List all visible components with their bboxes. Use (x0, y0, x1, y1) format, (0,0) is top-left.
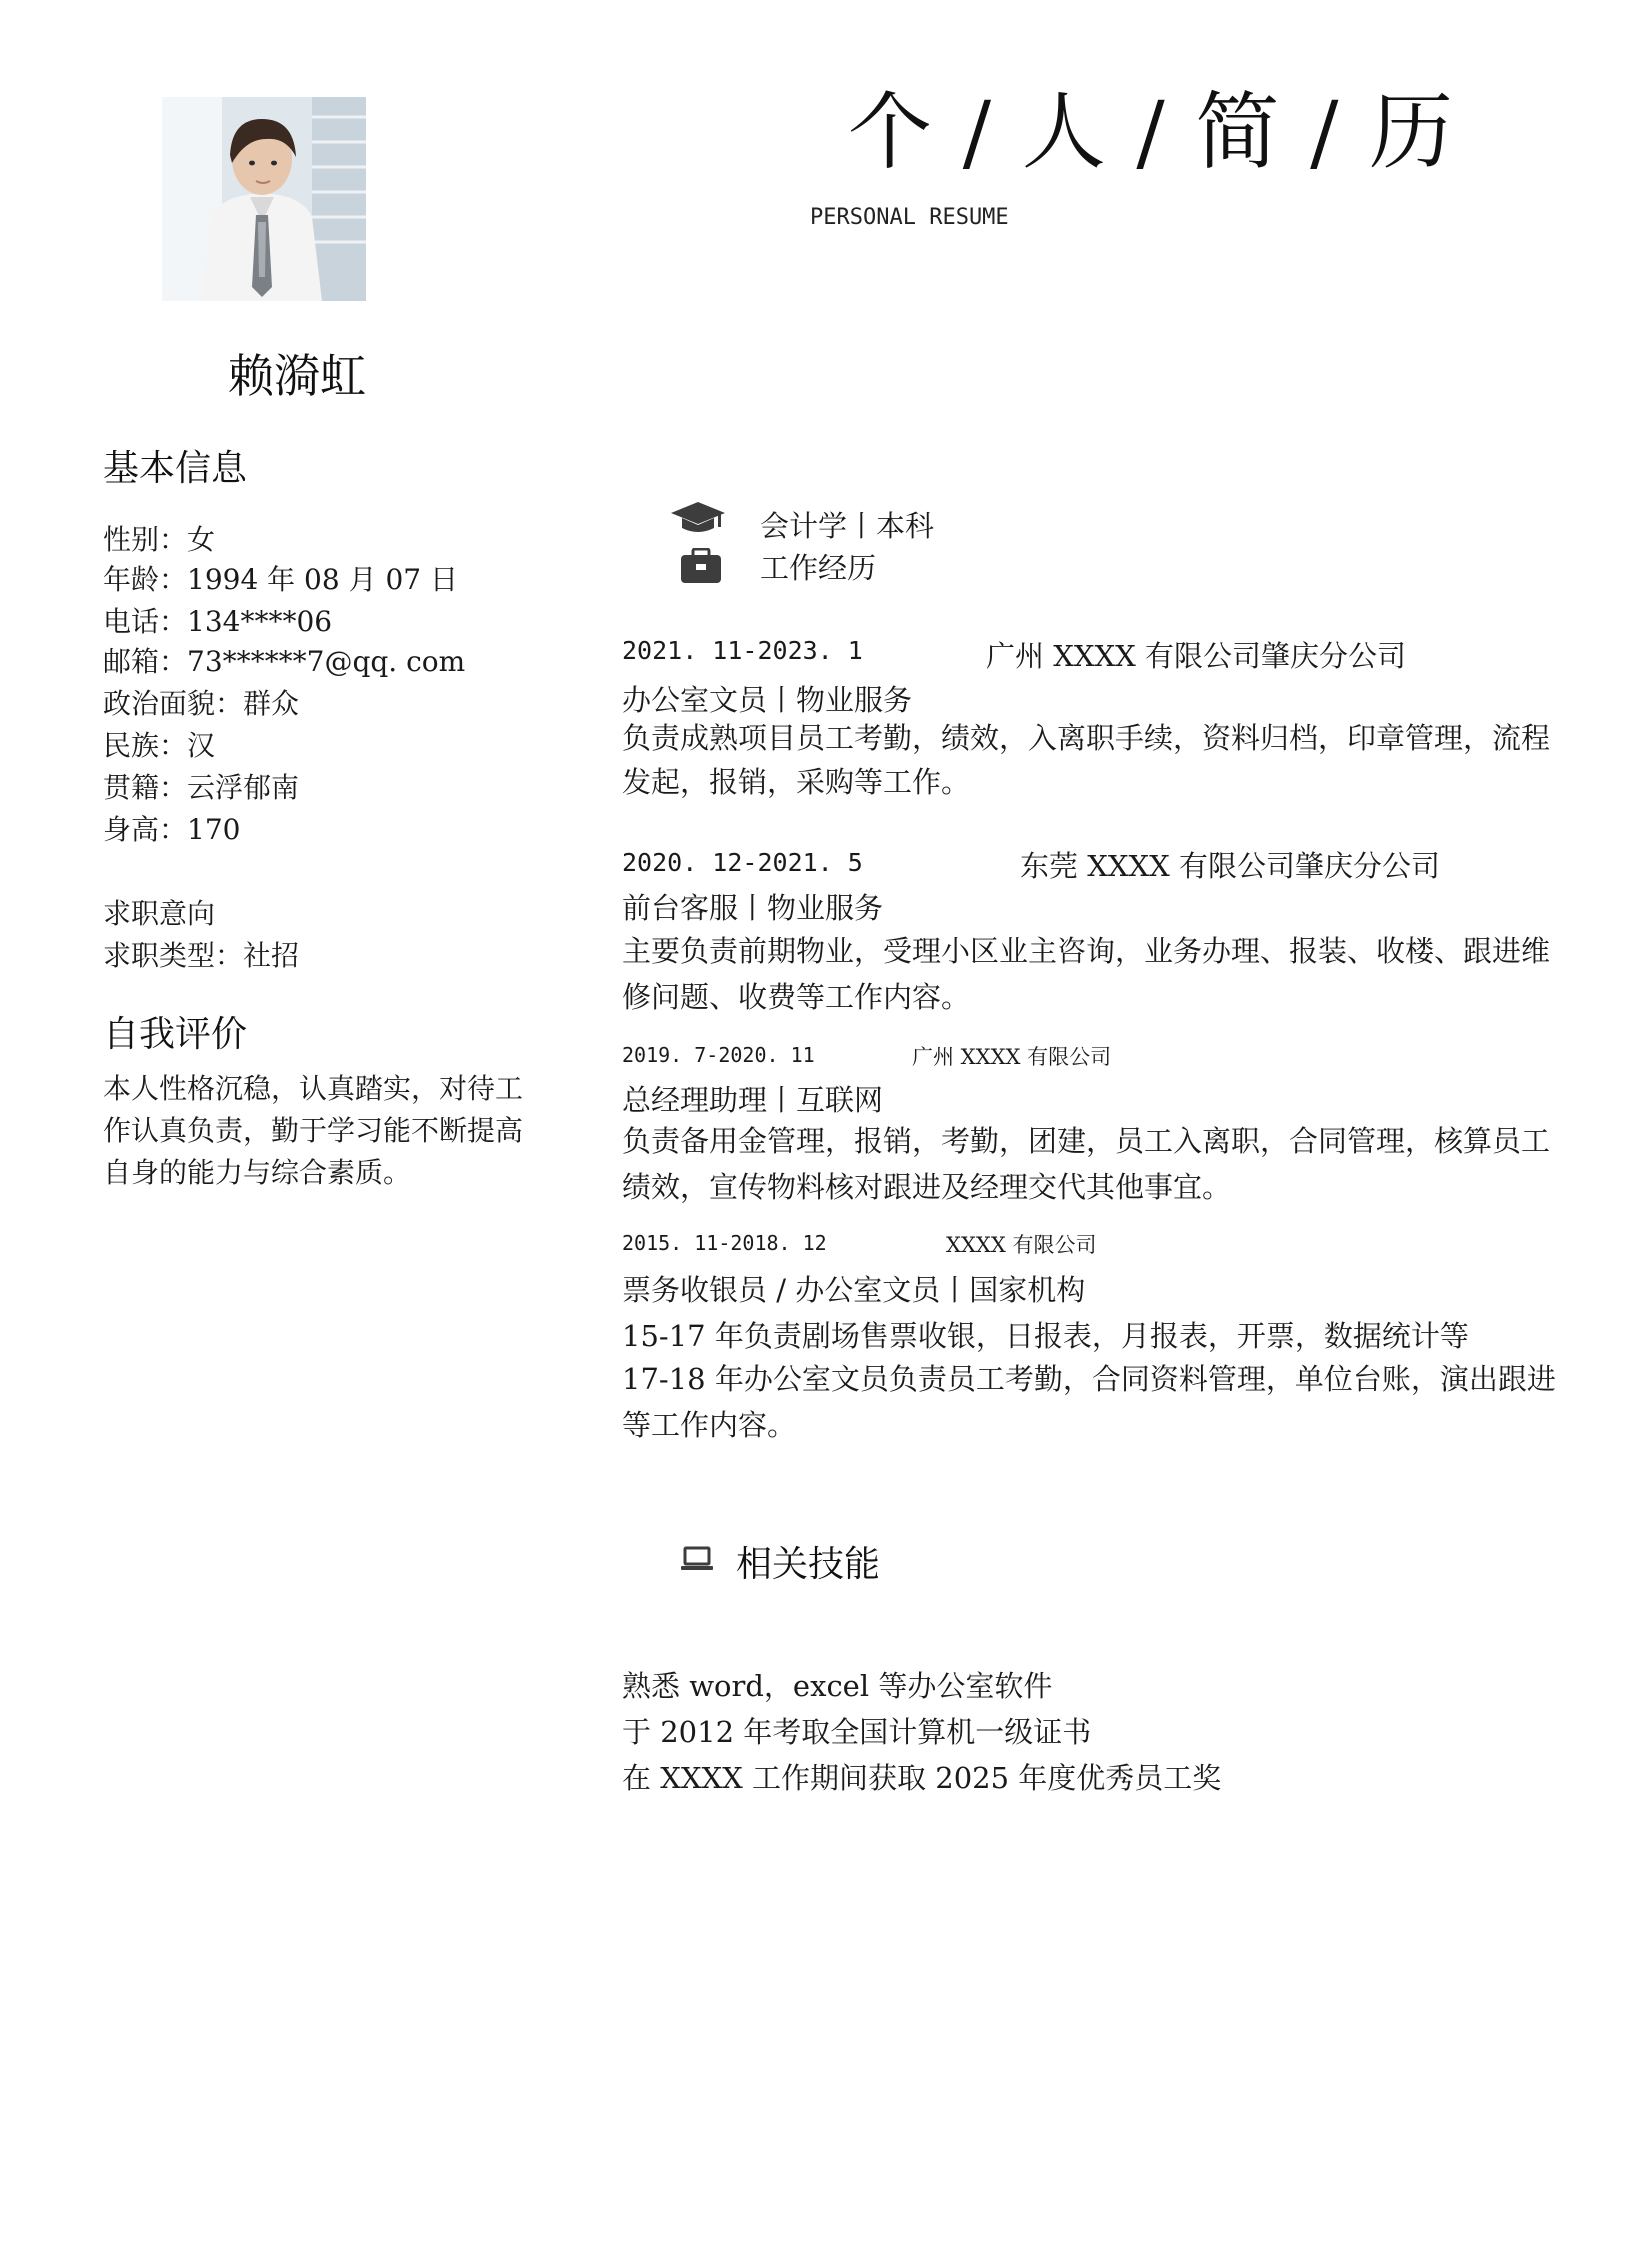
profile-photo (162, 97, 366, 301)
info-height: 身高：170 (103, 813, 241, 846)
resume-subtitle: PERSONAL RESUME (810, 205, 1009, 230)
job-period: 2021. 11-2023. 1 (622, 636, 863, 665)
work-heading: 工作经历 (760, 551, 877, 585)
job-company: 广州 XXXX 有限公司肇庆分公司 (986, 639, 1407, 673)
info-gender: 性别：女 (103, 523, 216, 556)
job-period: 2019. 7-2020. 11 (622, 1043, 815, 1067)
education-text: 会计学丨本科 (760, 509, 935, 543)
skill-item: 于 2012 年考取全国计算机一级证书 (622, 1715, 1092, 1749)
job-company: 东莞 XXXX 有限公司肇庆分公司 (1020, 849, 1441, 883)
job-type: 求职类型：社招 (103, 939, 300, 972)
job-period: 2015. 11-2018. 12 (622, 1231, 827, 1255)
job-role: 办公室文员丨物业服务 (622, 683, 913, 717)
info-age: 年龄：1994 年 08 月 07 日 (103, 563, 459, 596)
basic-info-heading: 基本信息 (103, 448, 248, 489)
skill-item: 熟悉 word，excel 等办公室软件 (622, 1669, 1053, 1703)
job-role: 前台客服丨物业服务 (622, 891, 884, 925)
job-description: 主要负责前期物业，受理小区业主咨询，业务办理、报装、收楼、跟进维修问题、收费等工作内容。 (622, 934, 1551, 1014)
job-intent-heading: 求职意向 (103, 897, 216, 930)
info-phone: 电话：134****06 (103, 605, 333, 638)
resume-title: 个 / 人 / 简 / 历 (848, 83, 1456, 181)
job-role: 总经理助理丨互联网 (622, 1083, 884, 1117)
info-ethnicity: 民族：汉 (103, 729, 216, 762)
candidate-name: 赖漪虹 (228, 349, 366, 403)
job-company: 广州 XXXX 有限公司 (912, 1045, 1112, 1069)
info-hometown: 贯籍：云浮郁南 (103, 771, 300, 804)
skill-item: 在 XXXX 工作期间获取 2025 年度优秀员工奖 (622, 1761, 1222, 1795)
info-political-status: 政治面貌：群众 (103, 687, 300, 720)
job-company: XXXX 有限公司 (946, 1233, 1097, 1257)
skills-heading: 相关技能 (736, 1544, 881, 1585)
self-eval-heading: 自我评价 (103, 1014, 248, 1055)
job-description: 17-18 年办公室文员负责员工考勤，合同资料管理，单位台账，演出跟进等工作内容。 (622, 1362, 1556, 1442)
job-role: 票务收银员 / 办公室文员丨国家机构 (622, 1273, 1086, 1307)
graduation-cap-icon (670, 500, 726, 540)
job-description: 负责备用金管理，报销，考勤，团建，员工入离职，合同管理，核算员工绩效，宣传物料核对跟进及经理交代其他事宜。 (622, 1124, 1551, 1204)
job-description-line: 15-17 年负责剧场售票收银，日报表，月报表，开票，数据统计等 (622, 1319, 1469, 1353)
laptop-icon (680, 1546, 714, 1576)
job-description: 负责成熟项目员工考勤，绩效，入离职手续，资料归档，印章管理，流程发起，报销，采购等工作。 (622, 721, 1551, 799)
self-eval-text: 本人性格沉稳，认真踏实，对待工作认真负责，勤于学习能不断提高自身的能力与综合素质。 (103, 1072, 524, 1189)
briefcase-icon (680, 548, 722, 588)
info-email: 邮箱：73******7@qq. com (103, 645, 466, 678)
job-period: 2020. 12-2021. 5 (622, 848, 863, 877)
